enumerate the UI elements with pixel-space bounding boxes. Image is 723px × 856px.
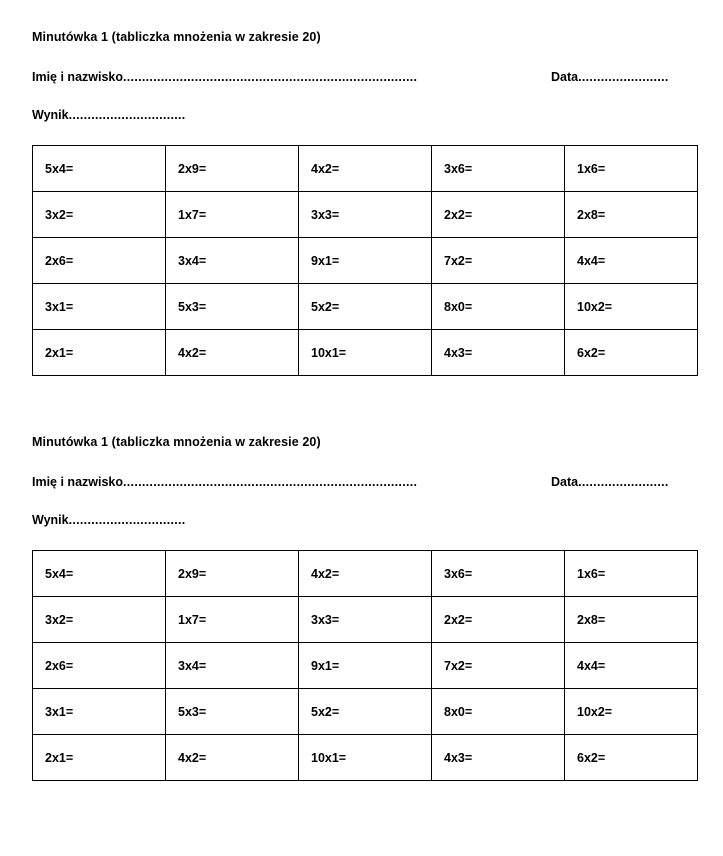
date-field[interactable] [551,475,723,489]
exercise-cell[interactable]: 5x4= [33,146,166,192]
exercise-cell[interactable]: 5x2= [299,284,432,330]
exercise-cell[interactable]: 4x4= [565,643,698,689]
exercise-cell[interactable]: 2x6= [33,238,166,284]
exercise-cell[interactable]: 10x1= [299,735,432,781]
name-and-date-row [32,475,698,493]
result-label: Wynik [32,513,69,527]
exercise-cell[interactable]: 3x6= [432,551,565,597]
exercise-row [33,689,698,735]
name-field[interactable] [32,475,492,489]
exercise-cell[interactable]: 5x2= [299,689,432,735]
exercise-row [33,238,698,284]
exercise-cell[interactable]: 7x2= [432,238,565,284]
exercise-cell[interactable]: 3x1= [33,284,166,330]
exercise-cell[interactable]: 1x6= [565,146,698,192]
exercise-row [33,643,698,689]
exercise-cell[interactable]: 2x8= [565,597,698,643]
exercise-cell[interactable]: 4x3= [432,330,565,376]
exercise-cell[interactable]: 2x1= [33,330,166,376]
exercise-cell[interactable]: 6x2= [565,735,698,781]
date-dotted-line: ........................ [578,70,669,84]
exercise-cell[interactable]: 3x1= [33,689,166,735]
exercise-cell[interactable]: 2x9= [166,551,299,597]
exercise-cell[interactable]: 3x2= [33,597,166,643]
date-field[interactable] [551,70,723,84]
name-dotted-line: .............................................................................. [123,475,418,489]
exercise-cell[interactable]: 3x4= [166,643,299,689]
exercise-cell[interactable]: 1x6= [565,551,698,597]
exercise-cell[interactable]: 10x2= [565,284,698,330]
exercise-cell[interactable]: 4x2= [299,146,432,192]
exercise-grid-body [33,146,698,376]
exercise-row [33,551,698,597]
exercise-grid-body [33,551,698,781]
exercise-cell[interactable]: 9x1= [299,238,432,284]
date-label: Data [551,475,579,489]
exercise-cell[interactable]: 4x2= [299,551,432,597]
exercise-cell[interactable]: 9x1= [299,643,432,689]
result-dotted-line: ............................... [68,108,186,122]
exercise-cell[interactable]: 3x6= [432,146,565,192]
exercise-row [33,597,698,643]
exercise-cell[interactable]: 2x2= [432,192,565,238]
exercise-row [33,192,698,238]
exercise-cell[interactable]: 3x4= [166,238,299,284]
name-dotted-line: .............................................................................. [123,70,418,84]
name-and-date-row [32,70,698,88]
exercise-cell[interactable]: 6x2= [565,330,698,376]
exercise-cell[interactable]: 4x2= [166,330,299,376]
exercise-cell[interactable]: 10x2= [565,689,698,735]
exercise-cell[interactable]: 3x2= [33,192,166,238]
exercise-row [33,146,698,192]
worksheet-title: Minutówka 1 (tabliczka mnożenia w zakresie 20) [32,30,321,44]
date-label: Data [551,70,579,84]
exercise-cell[interactable]: 1x7= [166,597,299,643]
exercise-cell[interactable]: 1x7= [166,192,299,238]
exercise-cell[interactable]: 4x4= [565,238,698,284]
result-dotted-line: ............................... [68,513,186,527]
result-label: Wynik [32,108,69,122]
name-field[interactable] [32,70,492,84]
exercise-cell[interactable]: 8x0= [432,689,565,735]
name-label: Imię i nazwisko [32,475,124,489]
exercise-row [33,284,698,330]
exercise-cell[interactable]: 2x6= [33,643,166,689]
exercise-cell[interactable]: 2x9= [166,146,299,192]
exercise-cell[interactable]: 4x3= [432,735,565,781]
exercise-cell[interactable]: 5x3= [166,689,299,735]
exercise-grid [32,145,698,376]
exercise-cell[interactable]: 5x4= [33,551,166,597]
exercise-cell[interactable]: 3x3= [299,597,432,643]
exercise-cell[interactable]: 3x3= [299,192,432,238]
exercise-cell[interactable]: 2x8= [565,192,698,238]
exercise-cell[interactable]: 2x1= [33,735,166,781]
exercise-cell[interactable]: 4x2= [166,735,299,781]
exercise-cell[interactable]: 2x2= [432,597,565,643]
exercise-grid [32,550,698,781]
result-field[interactable] [32,513,332,527]
exercise-row [33,330,698,376]
exercise-cell[interactable]: 7x2= [432,643,565,689]
exercise-cell[interactable]: 8x0= [432,284,565,330]
exercise-cell[interactable]: 10x1= [299,330,432,376]
name-label: Imię i nazwisko [32,70,124,84]
exercise-row [33,735,698,781]
exercise-cell[interactable]: 5x3= [166,284,299,330]
date-dotted-line: ........................ [578,475,669,489]
worksheet-title: Minutówka 1 (tabliczka mnożenia w zakresie 20) [32,435,321,449]
result-field[interactable] [32,108,332,122]
